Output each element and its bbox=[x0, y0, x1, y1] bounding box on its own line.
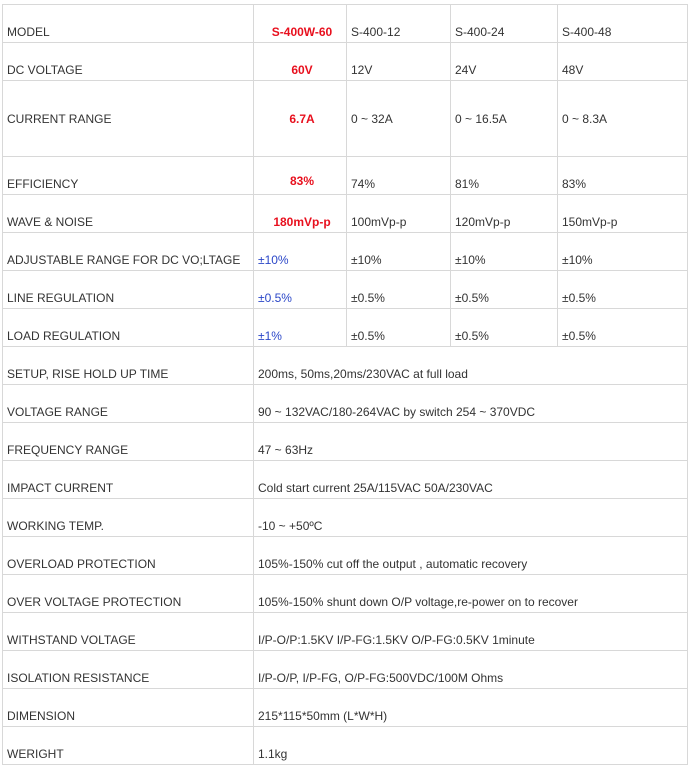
table-row bbox=[3, 613, 688, 651]
row-label: EFFICIENCY bbox=[3, 157, 254, 195]
dc-voltage-value: 12V bbox=[347, 43, 451, 81]
table-row bbox=[3, 5, 688, 43]
row-label: VOLTAGE RANGE bbox=[3, 385, 254, 423]
efficiency-highlight: 83% bbox=[254, 157, 347, 195]
row-value: -10 ~ +50ºC bbox=[254, 499, 688, 537]
row-label: WAVE & NOISE bbox=[3, 195, 254, 233]
model-value: S-400-12 bbox=[347, 5, 451, 43]
adjustable-range-value: ±10% bbox=[558, 233, 688, 271]
dc-voltage-value: 24V bbox=[451, 43, 558, 81]
line-regulation-highlight: ±0.5% bbox=[254, 271, 347, 309]
current-range-value: 0 ~ 8.3A bbox=[558, 81, 688, 157]
wave-noise-value: 100mVp-p bbox=[347, 195, 451, 233]
row-label: OVERLOAD PROTECTION bbox=[3, 537, 254, 575]
model-value-highlight: S-400W-60 bbox=[254, 5, 347, 43]
efficiency-value: 81% bbox=[451, 157, 558, 195]
row-label: WITHSTAND VOLTAGE bbox=[3, 613, 254, 651]
line-regulation-value: ±0.5% bbox=[558, 271, 688, 309]
table-row bbox=[3, 43, 688, 81]
line-regulation-value: ±0.5% bbox=[451, 271, 558, 309]
row-label: MODEL bbox=[3, 5, 254, 43]
row-label: DIMENSION bbox=[3, 689, 254, 727]
current-range-highlight: 6.7A bbox=[254, 81, 347, 157]
table-row bbox=[3, 157, 688, 195]
table-row bbox=[3, 537, 688, 575]
adjustable-range-highlight: ±10% bbox=[254, 233, 347, 271]
line-regulation-value: ±0.5% bbox=[347, 271, 451, 309]
row-value: I/P-O/P, I/P-FG, O/P-FG:500VDC/100M Ohms bbox=[254, 651, 688, 689]
row-label: OVER VOLTAGE PROTECTION bbox=[3, 575, 254, 613]
table-row bbox=[3, 309, 688, 347]
table-row bbox=[3, 423, 688, 461]
model-value: S-400-24 bbox=[451, 5, 558, 43]
load-regulation-value: ±0.5% bbox=[451, 309, 558, 347]
wave-noise-highlight: 180mVp-p bbox=[254, 195, 347, 233]
row-value: 105%-150% shunt down O/P voltage,re-power on to recover bbox=[254, 575, 688, 613]
dc-voltage-highlight: 60V bbox=[254, 43, 347, 81]
row-label: WORKING TEMP. bbox=[3, 499, 254, 537]
row-label: WERIGHT bbox=[3, 727, 254, 765]
row-label: SETUP, RISE HOLD UP TIME bbox=[3, 347, 254, 385]
table-row bbox=[3, 233, 688, 271]
load-regulation-value: ±0.5% bbox=[347, 309, 451, 347]
row-label: LINE REGULATION bbox=[3, 271, 254, 309]
load-regulation-value: ±0.5% bbox=[558, 309, 688, 347]
adjustable-range-value: ±10% bbox=[347, 233, 451, 271]
table-row bbox=[3, 689, 688, 727]
row-value: 90 ~ 132VAC/180-264VAC by switch 254 ~ 370VDC bbox=[254, 385, 688, 423]
adjustable-range-value: ±10% bbox=[451, 233, 558, 271]
row-value: 105%-150% cut off the output , automatic recovery bbox=[254, 537, 688, 575]
row-value: 215*115*50mm (L*W*H) bbox=[254, 689, 688, 727]
row-label: CURRENT RANGE bbox=[3, 81, 254, 157]
wave-noise-value: 150mVp-p bbox=[558, 195, 688, 233]
row-label: LOAD REGULATION bbox=[3, 309, 254, 347]
table-row bbox=[3, 575, 688, 613]
current-range-value: 0 ~ 16.5A bbox=[451, 81, 558, 157]
table-row bbox=[3, 81, 688, 157]
row-value: 1.1kg bbox=[254, 727, 688, 765]
row-label: FREQUENCY RANGE bbox=[3, 423, 254, 461]
row-value: 200ms, 50ms,20ms/230VAC at full load bbox=[254, 347, 688, 385]
row-value: I/P-O/P:1.5KV I/P-FG:1.5KV O/P-FG:0.5KV 1minute bbox=[254, 613, 688, 651]
efficiency-value: 83% bbox=[558, 157, 688, 195]
row-label: IMPACT CURRENT bbox=[3, 461, 254, 499]
spec-table bbox=[2, 4, 688, 765]
row-label: ISOLATION RESISTANCE bbox=[3, 651, 254, 689]
table-row bbox=[3, 651, 688, 689]
table-row bbox=[3, 195, 688, 233]
table-row bbox=[3, 347, 688, 385]
table-row bbox=[3, 461, 688, 499]
table-row bbox=[3, 385, 688, 423]
table-row bbox=[3, 727, 688, 765]
model-value: S-400-48 bbox=[558, 5, 688, 43]
dc-voltage-value: 48V bbox=[558, 43, 688, 81]
row-label: ADJUSTABLE RANGE FOR DC VO;LTAGE bbox=[3, 233, 254, 271]
efficiency-value: 74% bbox=[347, 157, 451, 195]
row-label: DC VOLTAGE bbox=[3, 43, 254, 81]
table-row bbox=[3, 271, 688, 309]
row-value: Cold start current 25A/115VAC 50A/230VAC bbox=[254, 461, 688, 499]
current-range-value: 0 ~ 32A bbox=[347, 81, 451, 157]
row-value: 47 ~ 63Hz bbox=[254, 423, 688, 461]
table-row bbox=[3, 499, 688, 537]
wave-noise-value: 120mVp-p bbox=[451, 195, 558, 233]
load-regulation-highlight: ±1% bbox=[254, 309, 347, 347]
